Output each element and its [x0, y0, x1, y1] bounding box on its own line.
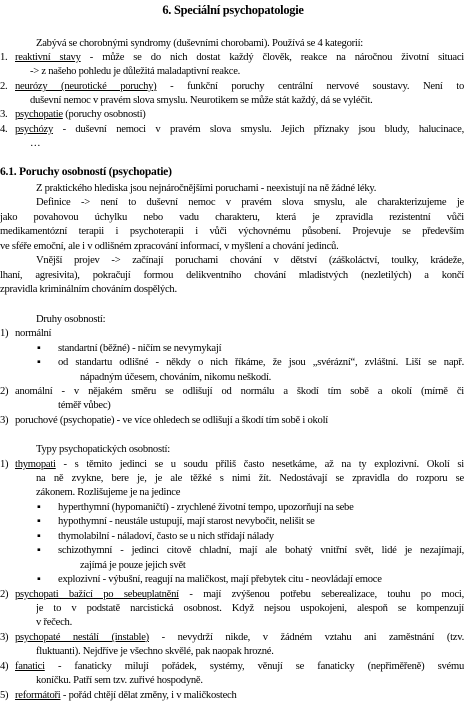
paragraph-line: Z praktického hlediska jsou nejnáročnějšími poruchami - neexistují na ně žádné léky. — [36, 183, 377, 194]
bullet-icon: ▪ — [37, 516, 41, 527]
list-number: 1) — [0, 459, 9, 470]
list-item-line: nápadným účesem, chováním, nikomu neškodí. — [80, 372, 272, 383]
category-item-line: … — [30, 138, 41, 149]
bullet-icon: ▪ — [37, 574, 41, 585]
category-item-psychozy: psychózy - duševní nemoci v pravém slova smyslu. Jejich příznaky jsou bludy, halucinace, — [15, 124, 464, 135]
list-item: poruchové (psychopatie) - ve více ohledech se odlišují a škodí tím sobě i okolí — [15, 415, 328, 426]
paragraph-line: lhaní, agresivita), pokračují formou delikventního chování mladistvých (nezletilých) a končí — [0, 270, 464, 281]
list-number: 3) — [0, 415, 9, 426]
list-item: thymopati - s těmito jedinci se u soudu příliš často nesetkáme, až na ty explozivní. Okolí si — [15, 459, 464, 470]
list-item: psychopaté nestálí (instable) - nevydrží nikde, v žádném vztahu ani zaměstnání (tzv. — [15, 632, 464, 643]
list-item: standartní (běžné) - ničím se nevymykají — [58, 343, 222, 354]
list-item: anomální - v nějakém směru se odlišují od normálu a škodí tím sobě a okolí (mírně či — [15, 386, 464, 397]
category-item-neurozy: neurózy (neurotické poruchy) - funkční poruchy centrální nervové soustavy. Není to — [15, 81, 464, 92]
paragraph-line: Definice -> není to duševní nemoc v pravém slova smyslu, ale charakterizujeme je — [36, 197, 464, 208]
bullet-icon: ▪ — [37, 545, 41, 556]
list-number: 3) — [0, 632, 9, 643]
list-item: schizothymní - jedinci citově chladní, mají ale bohatý vnitřní svět, lidé je nezajímají, — [58, 545, 464, 556]
list-number: 2) — [0, 386, 9, 397]
list-number: 5) — [0, 690, 9, 701]
bullet-icon: ▪ — [37, 343, 41, 354]
list-item-line: téměř vůbec) — [58, 400, 111, 411]
section-heading: 6.1. Poruchy osobností (psychopatie) — [0, 165, 172, 178]
category-item-line: duševní nemoc v pravém slova smyslu. Neurotikem se může stát každý, dá se vyléčit. — [30, 95, 373, 106]
list-item: reformátoři - pořád chtějí dělat změny, i v maličkostech — [15, 690, 237, 701]
category-item-psychopatie: psychopatie (poruchy osobnosti) — [15, 109, 146, 120]
paragraph-line: Vnější projev -> začínají poruchami chování v dětství (záškoláctví, toulky, krádeže, — [36, 255, 464, 266]
list-item: normální — [15, 328, 52, 339]
list-item-line: zákonem. Rozlišujeme je na jedince — [36, 487, 181, 498]
list-item: hypothymní - neustále ustupují, mají starost nevybočit, nelišit se — [58, 516, 315, 527]
list-item-line: v řečech. — [36, 617, 72, 628]
list-item-line: koníčku. Patří sem tzv. zuřivé hospodyně. — [36, 675, 203, 686]
category-item-reaktivni: reaktivní stavy - může se do nich dostat každý člověk, reakce na náročnou životní situaci — [15, 52, 464, 63]
intro-text: Zabývá se chorobnými syndromy (duševními chorobami). Používá se 4 kategorií: — [36, 38, 363, 49]
paragraph-line: medikamentózní terapii i psychoterapii i vůči výchovnému působení. Projevuje se především — [0, 226, 464, 237]
category-number: 3. — [0, 109, 8, 120]
paragraph-line: jako povahovou úchylku nebo vadu charakteru, která je zpravidla rezistentní vůči — [0, 212, 464, 223]
list-item: hyperthymní (hypomaničtí) - zrychlené životní tempo, upozorňují na sebe — [58, 502, 354, 513]
list-item: psychopati bažící po sebeuplatnění - mají zvýšenou potřebu seberealizace, touhu po moci, — [15, 589, 464, 600]
list-number: 1) — [0, 328, 9, 339]
category-item-line: -> z našeho pohledu je důležitá maladaptivní reakce. — [30, 66, 241, 77]
list-item-line: je to v podstatě narcistická osobnost. Když nejsou uspokojeni, alespoň se kompenzují — [36, 603, 464, 614]
list-item-line: zajímá je pouze jejich svět — [80, 560, 186, 571]
bullet-icon: ▪ — [37, 531, 41, 542]
list-item: fanatici - fanaticky milují pořádek, systémy, věnují se fanaticky (nepřiměřeně) svému — [15, 661, 464, 672]
list-number: 2) — [0, 589, 9, 600]
bullet-icon: ▪ — [37, 502, 41, 513]
category-number: 1. — [0, 52, 8, 63]
bullet-icon: ▪ — [37, 357, 41, 368]
list-item: thymolabilní - náladoví, často se u nich střídají nálady — [58, 531, 274, 542]
list-heading: Typy psychopatických osobností: — [36, 444, 170, 455]
list-item: explozivní - výbušní, reagují na maličkost, mají přebytek citu - neovládají emoce — [58, 574, 382, 585]
page-title: 6. Speciální psychopatologie — [162, 3, 304, 17]
category-number: 4. — [0, 124, 8, 135]
list-heading: Druhy osobností: — [36, 314, 106, 325]
paragraph-line: ve sféře emoční, ale i v odlišném zpracování informací, v myšlení a chování jedinců. — [0, 241, 339, 252]
list-item-line: fluktuanti). Nejdříve je všechno skvělé, pak naopak hrozné. — [36, 646, 274, 657]
list-item-line: na ně zvykne, bere je, je ale těžké s nimi žít. Nedostávají se zpravidla do rozporu se — [36, 473, 464, 484]
list-item: od standartu odlišné - někdy o nich říkáme, že jsou „svérázní“, zvláštní. Liší se např. — [58, 357, 464, 368]
list-number: 4) — [0, 661, 9, 672]
category-number: 2. — [0, 81, 8, 92]
paragraph-line: zpravidla kriminálním chováním dospělých. — [0, 284, 177, 295]
